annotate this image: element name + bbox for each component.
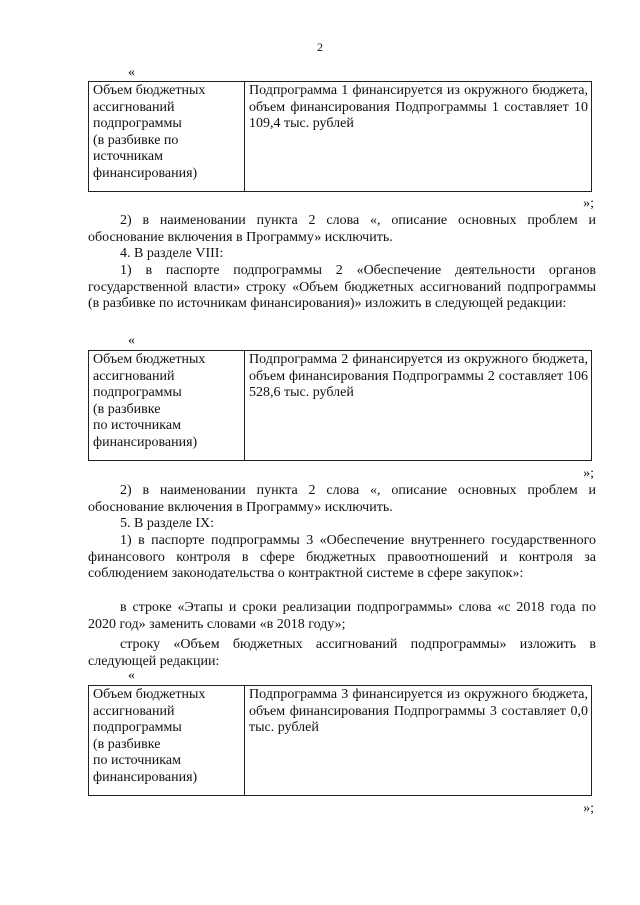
table-label-cell: Объем бюджетных ассигнований подпрограммы (в разбивке по источникам финансирования) (89, 351, 245, 461)
open-quote: « (128, 333, 135, 348)
close-quote: »; (583, 801, 594, 816)
close-quote: »; (583, 196, 594, 211)
close-quote: »; (583, 466, 594, 481)
page-number: 2 (317, 40, 323, 54)
table-value-cell: Подпрограмма 1 финансируется из окружного бюджета, объем финансирования Подпрограммы 1 составляет 10 109,4 тыс. рублей (245, 82, 592, 192)
budget-table-3 (88, 685, 592, 796)
section-9-heading: 5. В разделе IX: (120, 516, 215, 531)
section-9-line-b: строку «Объем бюджетных ассигнований подпрограммы» изложить в следующей редакции: (88, 637, 596, 669)
paragraph-exclusion-2: 2) в наименовании пункта 2 слова «, описание основных проблем и обоснование включения в Программу» исключить. (88, 483, 596, 515)
section-9-line-a: в строке «Этапы и сроки реализации подпрограммы» слова «с 2018 года по 2020 год» заменить словами «в 2018 году»; (88, 600, 596, 632)
open-quote: « (128, 668, 135, 683)
open-quote: « (128, 65, 135, 80)
budget-table-2 (88, 350, 592, 461)
table-value-cell: Подпрограмма 3 финансируется из окружного бюджета, объем финансирования Подпрограммы 3 составляет 0,0 тыс. рублей (245, 686, 592, 796)
table-label-cell: Объем бюджетных ассигнований подпрограммы (в разбивке по источникам финансирования) (89, 686, 245, 796)
table-value-cell: Подпрограмма 2 финансируется из окружного бюджета, объем финансирования Подпрограммы 2 составляет 106 528,6 тыс. рублей (245, 351, 592, 461)
paragraph-exclusion-1: 2) в наименовании пункта 2 слова «, описание основных проблем и обоснование включения в Программу» исключить. (88, 213, 596, 245)
section-8-item-1: 1) в паспорте подпрограммы 2 «Обеспечение деятельности органов государственной власти» строку «Объем бюджетных ассигнований подпрограммы (в разбивке по источникам финансирования)» изложить в следующей редакции: (88, 263, 596, 311)
section-9-item-1: 1) в паспорте подпрограммы 3 «Обеспечение внутреннего государственного финансового контроля в сфере бюджетных правоотношений и контроля за соблюдением законодательства о контрактной системе в сфере закупок»: (88, 533, 596, 581)
section-8-heading: 4. В разделе VIII: (120, 246, 224, 261)
budget-table-1 (88, 81, 592, 192)
table-label-cell: Объем бюджетных ассигнований подпрограммы (в разбивке по источникам финансирования) (89, 82, 245, 192)
